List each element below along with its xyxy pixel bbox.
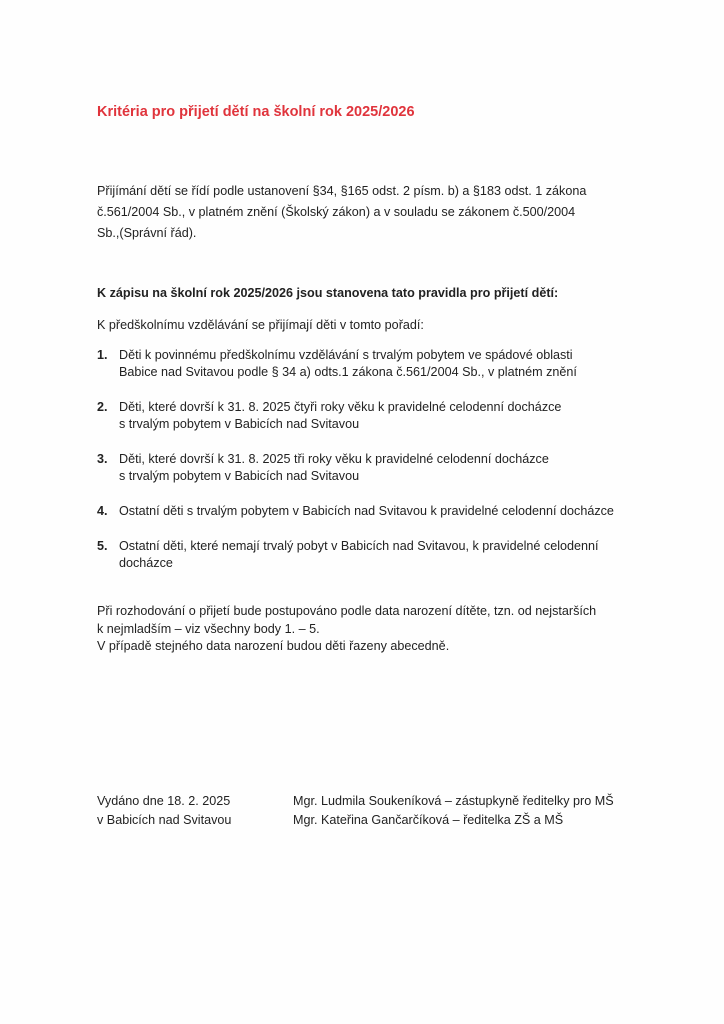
criterion-number: 3. <box>97 452 108 466</box>
signers-block <box>293 792 614 829</box>
criterion-text: Děti, které dovrší k 31. 8. 2025 čtyři roky věku k pravidelné celodenní docházce <box>119 400 562 414</box>
criterion-item <box>97 503 637 520</box>
criterion-item <box>97 538 637 572</box>
signer-director: Mgr. Kateřina Gančarčíková – ředitelka ZŠ a MŠ <box>293 812 564 827</box>
criterion-text: Babice nad Svitavou podle § 34 a) odts.1 zákona č.561/2004 Sb., v platném znění <box>119 365 577 379</box>
order-lead-text: K předškolnímu vzdělávání se přijímají děti v tomto pořadí: <box>97 318 424 332</box>
criterion-number: 5. <box>97 539 108 553</box>
criterion-text: Ostatní děti, které nemají trvalý pobyt v Babicích nad Svitavou, k pravidelné celodenní <box>119 539 599 553</box>
issued-date: Vydáno dne 18. 2. 2025 <box>97 794 231 808</box>
criterion-text: Děti k povinnému předškolnímu vzdělávání s trvalým pobytem ve spádové oblasti <box>119 348 573 362</box>
criterion-number: 1. <box>97 348 108 362</box>
criterion-text: s trvalým pobytem v Babicích nad Svitavou <box>119 469 360 483</box>
criterion-number: 4. <box>97 504 108 518</box>
criterion-text: Děti, které dovrší k 31. 8. 2025 tři roky věku k pravidelné celodenní docházce <box>119 452 549 466</box>
criterion-number: 2. <box>97 400 108 414</box>
criterion-text: Ostatní děti s trvalým pobytem v Babicích nad Svitavou k pravidelné celodenní docházce <box>119 504 614 518</box>
issued-block <box>97 792 231 829</box>
criteria-list <box>97 347 637 590</box>
rules-heading: K zápisu na školní rok 2025/2026 jsou stanovena tato pravidla pro přijetí dětí: <box>97 286 559 300</box>
criterion-text: docházce <box>119 556 173 570</box>
criterion-item <box>97 399 637 433</box>
criterion-item <box>97 347 637 381</box>
closing-line: V případě stejného data narození budou děti řazeny abecedně. <box>97 639 450 653</box>
intro-line: Přijímání dětí se řídí podle ustanovení §34, §165 odst. 2 písm. b) a §183 odst. 1 zákona <box>97 184 587 198</box>
closing-line: Při rozhodování o přijetí bude postupováno podle data narození dítěte, tzn. od nejstarších <box>97 604 597 618</box>
closing-line: k nejmladším – viz všechny body 1. – 5. <box>97 621 320 636</box>
closing-paragraph <box>97 603 596 656</box>
document-title: Kritéria pro přijetí dětí na školní rok 2025/2026 <box>97 104 415 120</box>
criterion-item <box>97 451 637 485</box>
intro-line: Sb.,(Správní řád). <box>97 226 197 240</box>
intro-paragraph <box>97 181 597 244</box>
criterion-text: s trvalým pobytem v Babicích nad Svitavou <box>119 417 360 431</box>
signer-deputy: Mgr. Ludmila Soukeníková – zástupkyně ředitelky pro MŠ <box>293 794 614 808</box>
intro-line: č.561/2004 Sb., v platném znění (Školský zákon) a v souladu se zákonem č.500/2004 <box>97 205 576 219</box>
issued-place: v Babicích nad Svitavou <box>97 812 232 827</box>
